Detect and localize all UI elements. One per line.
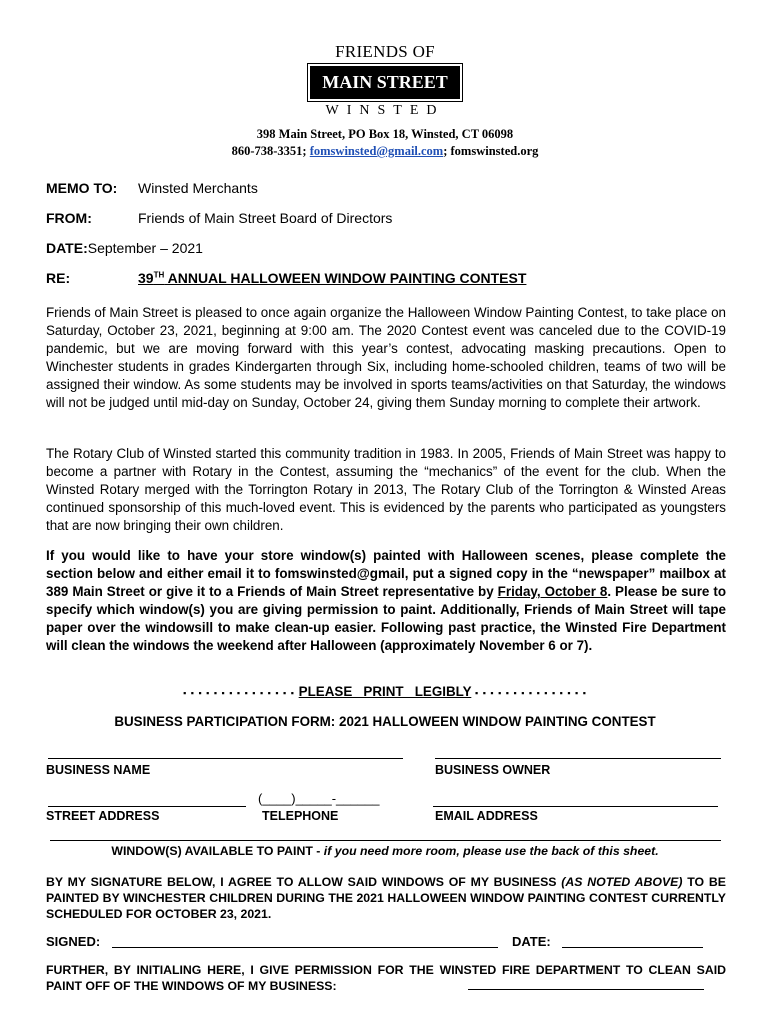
address-line: 398 Main Street, PO Box 18, Winsted, CT 06098 bbox=[256, 127, 514, 141]
agree-text-a: BY MY SIGNATURE BELOW, I AGREE TO ALLOW SAID WINDOWS OF MY BUSINESS bbox=[46, 875, 562, 889]
instructions-text-b: . Please be sure to specify which window(s) you are giving permission to paint. Additionally, Friends of Main Street will tape paper over the windowsill to make clean-up easier. Following past practice, the Winsted Fire Department will clean the windows the weekend after Halloween (approximately November 6 or 7). bbox=[46, 584, 726, 653]
date-label: DATE: bbox=[512, 934, 551, 949]
dots-right: ▪ ▪ ▪ ▪ ▪ ▪ ▪ ▪ ▪ ▪ ▪ ▪ ▪ ▪ ▪ bbox=[475, 688, 587, 698]
memo-date-label: DATE: bbox=[46, 240, 88, 256]
memo-to-value: Winsted Merchants bbox=[138, 180, 258, 196]
windows-available-label bbox=[0, 844, 770, 858]
windows-label-text: WINDOW(S) AVAILABLE TO PAINT - bbox=[111, 844, 324, 858]
telephone-field[interactable]: (____)_____-______ bbox=[258, 791, 380, 806]
business-name-label: BUSINESS NAME bbox=[46, 763, 151, 777]
email-address-field[interactable] bbox=[433, 806, 718, 807]
re-superscript: TH bbox=[153, 270, 165, 280]
business-owner-label: BUSINESS OWNER bbox=[435, 763, 551, 777]
website-text: ; fomswinsted.org bbox=[443, 144, 539, 158]
print-legibly-text: PLEASE PRINT LEGIBLY bbox=[298, 684, 472, 699]
business-name-field[interactable] bbox=[48, 758, 403, 759]
telephone-label: TELEPHONE bbox=[262, 809, 339, 823]
deadline-text: Friday, October 8 bbox=[497, 584, 608, 599]
agree-text-c: TO BE PAINTED BY WINCHESTER CHILDREN DURING THE 2021 HALLOWEEN WINDOW PAINTING CONTEST CURRENTLY SCHEDULED FOR OCTOBER 23, 2021. bbox=[46, 875, 726, 921]
agree-text-b: (AS NOTED ABOVE) bbox=[561, 875, 683, 889]
dots-left: ▪ ▪ ▪ ▪ ▪ ▪ ▪ ▪ ▪ ▪ ▪ ▪ ▪ ▪ ▪ bbox=[183, 688, 295, 698]
windows-note: if you need more room, please use the back of this sheet. bbox=[323, 844, 659, 858]
memo-to-label: MEMO TO: bbox=[46, 180, 118, 196]
logo bbox=[0, 42, 770, 119]
memo-re-row bbox=[46, 270, 526, 286]
windows-available-field[interactable] bbox=[50, 840, 721, 841]
date-field[interactable] bbox=[562, 947, 703, 948]
street-address-label: STREET ADDRESS bbox=[46, 809, 160, 823]
memo-from-value: Friends of Main Street Board of Directors bbox=[138, 210, 393, 226]
agreement-text bbox=[46, 874, 726, 922]
memo-to-row bbox=[46, 180, 258, 196]
contact-line bbox=[0, 144, 770, 159]
paragraph-instructions bbox=[46, 547, 726, 655]
memo-date-row bbox=[46, 240, 203, 256]
further-permission-text: FURTHER, BY INITIALING HERE, I GIVE PERMISSION FOR THE WINSTED FIRE DEPARTMENT TO CLEAN SAID PAINT OFF OF THE WINDOWS OF MY BUSINESS: bbox=[46, 963, 726, 993]
print-legibly-row bbox=[0, 684, 770, 699]
logo-band-text: MAIN STREET bbox=[310, 66, 460, 99]
email-address-label: EMAIL ADDRESS bbox=[435, 809, 538, 823]
instructions-text-a: If you would like to have your store window(s) painted with Halloween scenes, please complete the section below and either email it to fomswinsted@gmail, put a signed copy in the “newspaper” mailbox at 389 Main Street or give it to a Friends of Main Street representative by bbox=[46, 548, 726, 599]
form-title: BUSINESS PARTICIPATION FORM: 2021 HALLOWEEN WINDOW PAINTING CONTEST bbox=[114, 714, 656, 729]
paragraph-history: The Rotary Club of Winsted started this community tradition in 1983. In 2005, Friends of Main Street was happy to become a partner with Rotary in the Contest, assuming the “mechanics” of the event for the club. When the Winsted Rotary merged with the Torrington Rotary in 2013, The Rotary Club of the Torrington & Winsted Areas continued sponsorship of this much-loved event. This is evidenced by the parents who participated as youngsters that are now bringing their own children. bbox=[46, 446, 726, 533]
memo-date-value: September – 2021 bbox=[87, 240, 203, 256]
logo-sub-text: WINSTED bbox=[325, 103, 445, 118]
signed-label: SIGNED: bbox=[46, 934, 101, 949]
signature-field[interactable] bbox=[112, 947, 498, 948]
re-number: 39 bbox=[138, 270, 154, 286]
logo-top-text: FRIENDS OF bbox=[335, 42, 435, 61]
phone-text: 860-738-3351; bbox=[231, 144, 307, 158]
business-owner-field[interactable] bbox=[435, 758, 721, 759]
memo-from-label: FROM: bbox=[46, 210, 92, 226]
memo-from-row bbox=[46, 210, 392, 226]
email-link[interactable]: fomswinsted@gmail.com bbox=[309, 144, 444, 158]
street-address-field[interactable] bbox=[48, 806, 246, 807]
re-title-text: ANNUAL HALLOWEEN WINDOW PAINTING CONTEST bbox=[164, 270, 527, 286]
memo-re-label: RE: bbox=[46, 270, 71, 286]
paragraph-intro: Friends of Main Street is pleased to once again organize the Halloween Window Painting Contest, to take place on Saturday, October 23, 2021, beginning at 9:00 am. The 2020 Contest event was canceled due to the COVID-19 pandemic, but we are moving forward with this year’s contest, advocating masking precautions. Open to Winchester students in grades Kindergarten through Six, including home-schooled children, teams of two will be assigned their window. As some students may be involved in sports teams/activities on that Saturday, the windows will not be judged until mid-day on Sunday, October 24, giving them Sunday morning to complete their artwork. bbox=[46, 305, 726, 410]
initials-field[interactable] bbox=[468, 989, 704, 990]
memo-re-title bbox=[138, 270, 526, 286]
